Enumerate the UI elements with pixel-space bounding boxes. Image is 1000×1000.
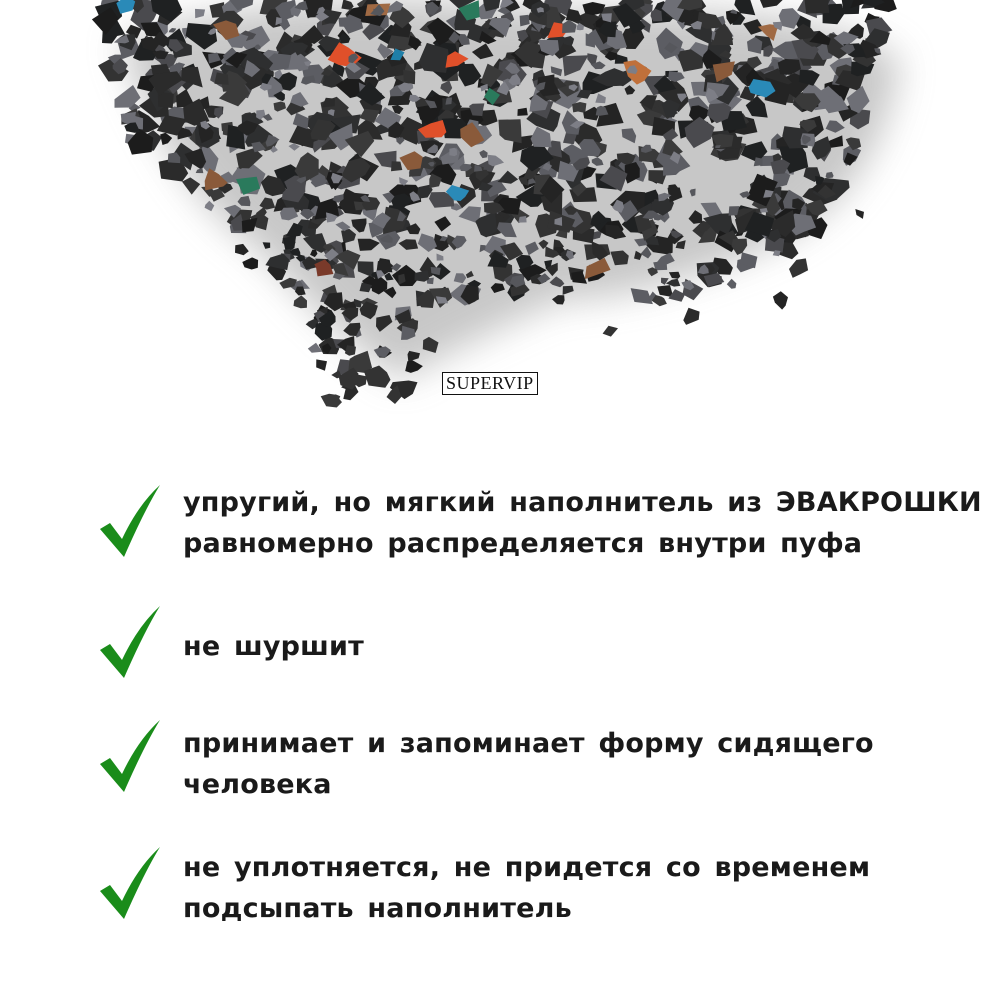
feature-text [183,626,923,667]
feature-line: подсыпать наполнитель [183,893,572,924]
feature-line: равномерно распределяется внутри пуфа [183,528,863,559]
feature-text [183,847,923,929]
checkmark-icon [98,485,164,557]
feature-line: не шуршит [183,631,365,662]
checkmark-icon [98,720,164,792]
feature-line: упругий, но мягкий наполнитель из ЭВАКРОШКИ [183,487,982,518]
feature-line: не уплотняется, не придется со временем [183,852,871,883]
feature-line: человека [183,769,332,800]
feature-text [183,723,923,805]
feature-text [183,482,982,564]
feature-line: принимает и запоминает форму сидящего [183,728,874,759]
checkmark-icon [98,847,164,919]
checkmark-icon [98,606,164,678]
watermark-text: SUPERVIP [446,373,534,393]
